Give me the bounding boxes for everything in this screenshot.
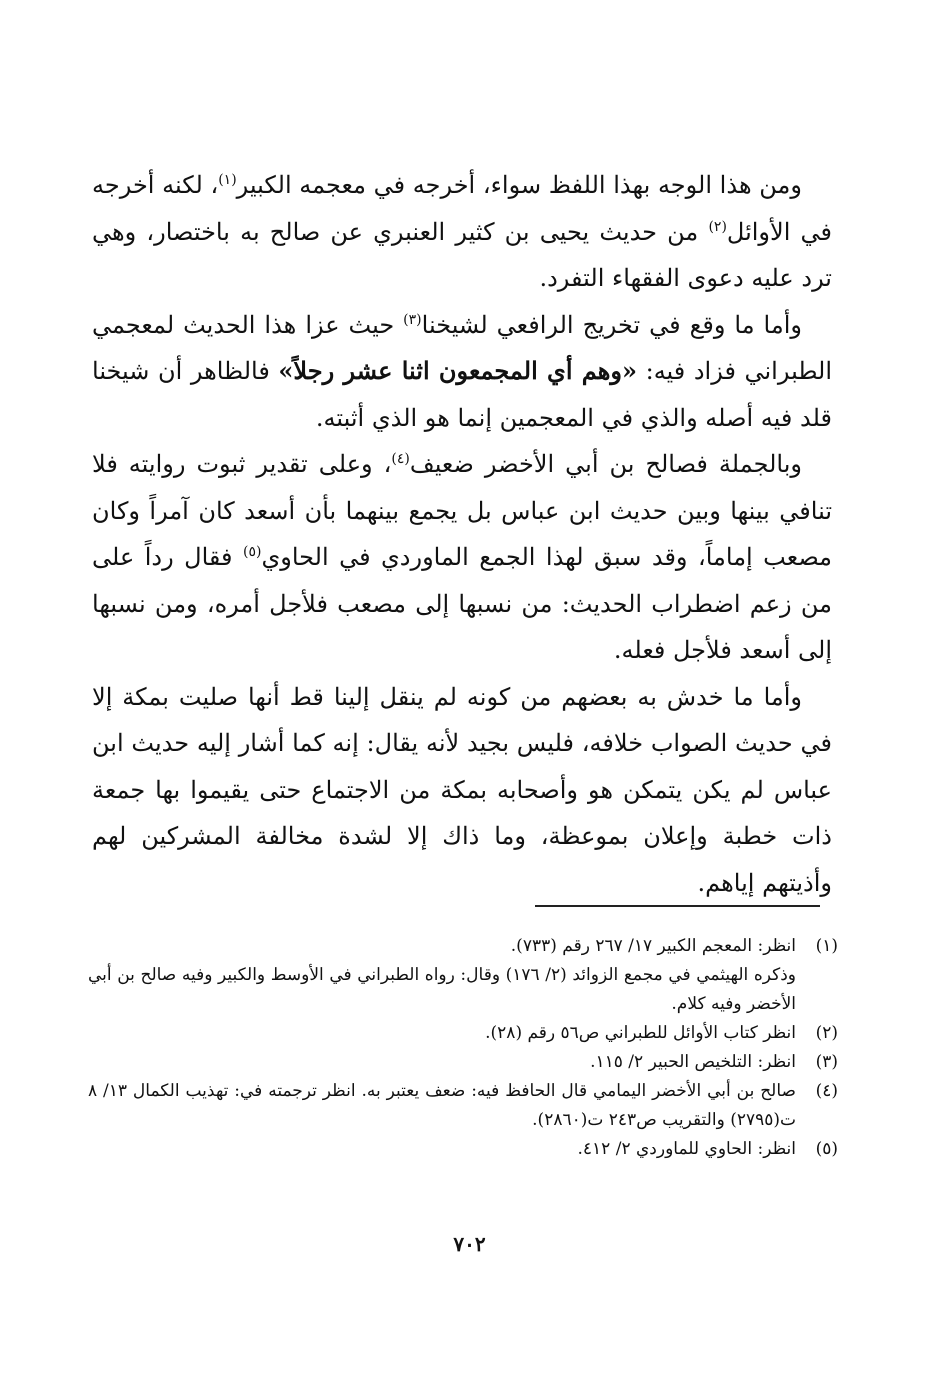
paragraph: ومن هذا الوجه بهذا اللفظ سواء، أخرجه في معجمه الكبير$^{(١)}$، لكنه أخرجه في الأوائل$^{(٢)}$ من حديث يحيى بن كثير العنبري عن صالح به باختصار، وهي ترد عليه دعوى الفقهاء التفرد. xyxy=(92,171,832,292)
footnote-separator xyxy=(535,905,820,907)
footnotes xyxy=(88,932,838,1164)
footnote-ref-4[interactable]: (٤) xyxy=(391,451,410,467)
footnote-text: انظر: التلخيص الحبير ٢/ ١١٥. xyxy=(590,1052,796,1072)
footnote-ref-1[interactable]: (١) xyxy=(218,172,237,188)
footnote-text: انظر: المعجم الكبير ١٧/ ٢٦٧ رقم (٧٣٣). xyxy=(510,936,796,956)
quoted-text: «وهم أي المجمعون اثنا عشر رجلاً» xyxy=(278,356,638,385)
footnote-2 xyxy=(88,1019,838,1048)
footnote-4 xyxy=(88,1077,838,1135)
footnote-text: انظر: الحاوي للماوردي ٢/ ٤١٢. xyxy=(577,1139,796,1159)
paragraph: وأما ما خدش به بعضهم من كونه لم ينقل إلينا قط أنها صليت بمكة إلا في حديث الصواب خلافه، فليس بجيد لأنه يقال: إنه كما أشار إليه حديث ابن عباس لم يكن يتمكن هو وأصحابه بمكة من الاجتماع حتى يقيموا بها جمعة ذات خطبة وإعلان بموعظة، وما ذاك إلا لشدة مخالفة المشركين لهم وأذيتهم إياهم. xyxy=(92,682,832,897)
paragraph: وبالجملة فصالح بن أبي الأخضر ضعيف$^{(٤)}$، وعلى تقدير ثبوت روايته فلا تنافي بينها وبين حديث ابن عباس بل يجمع بينهما بأن أسعد كان آمراً وكان مصعب إماماً، وقد سبق لهذا الجمع الماوردي في الحاوي$^{(٥)}$ فقال رداً على من زعم اضطراب الحديث: من نسبها إلى مصعب فلأجل أمره، ومن نسبها إلى أسعد فلأجل فعله. xyxy=(92,450,832,664)
footnote-1 xyxy=(88,932,838,1019)
footnote-number: (٤) xyxy=(815,1081,838,1101)
footnote-ref-2[interactable]: (٢) xyxy=(708,218,727,235)
footnote-text: انظر كتاب الأوائل للطبراني ص٥٦ رقم (٢٨). xyxy=(485,1023,796,1043)
footnote-ref-3[interactable]: (٣) xyxy=(403,311,422,328)
paragraph: وأما ما وقع في تخريج الرافعي لشيخنا$^{(٣)}$ حيث عزا هذا الحديث لمعجمي الطبراني فزاد فيه: «وهم أي المجمعون اثنا عشر رجلاً» فالظاهر أن شيخنا قلد فيه أصله والذي في المعجمين إنما هو الذي أثبته. xyxy=(92,310,832,432)
footnote-number: (٥) xyxy=(815,1139,838,1159)
footnote-ref-5[interactable]: (٥) xyxy=(242,544,262,560)
page-number: ٧٠٢ xyxy=(453,1232,486,1256)
main-text xyxy=(92,162,832,906)
footnote-number: (٢) xyxy=(815,1023,838,1043)
footnote-3 xyxy=(88,1048,838,1077)
footnote-text: صالح بن أبي الأخضر اليمامي قال الحافظ فيه: ضعف يعتبر به. انظر ترجمته في: تهذيب الكمال ١٣/ ٨ ت(٢٧٩٥) والتقريب ص٢٤٣ ت(٢٨٦٠). xyxy=(88,1081,796,1130)
footnote-5 xyxy=(88,1135,838,1164)
footnote-number: (٣) xyxy=(815,1052,838,1072)
footnote-number: (١) xyxy=(815,936,838,956)
footnote-text-continuation: وذكره الهيثمي في مجمع الزوائد (٢/ ١٧٦) وقال: رواه الطبراني في الأوسط والكبير وفيه صالح بن أبي الأخضر وفيه كلام. xyxy=(88,965,797,1014)
